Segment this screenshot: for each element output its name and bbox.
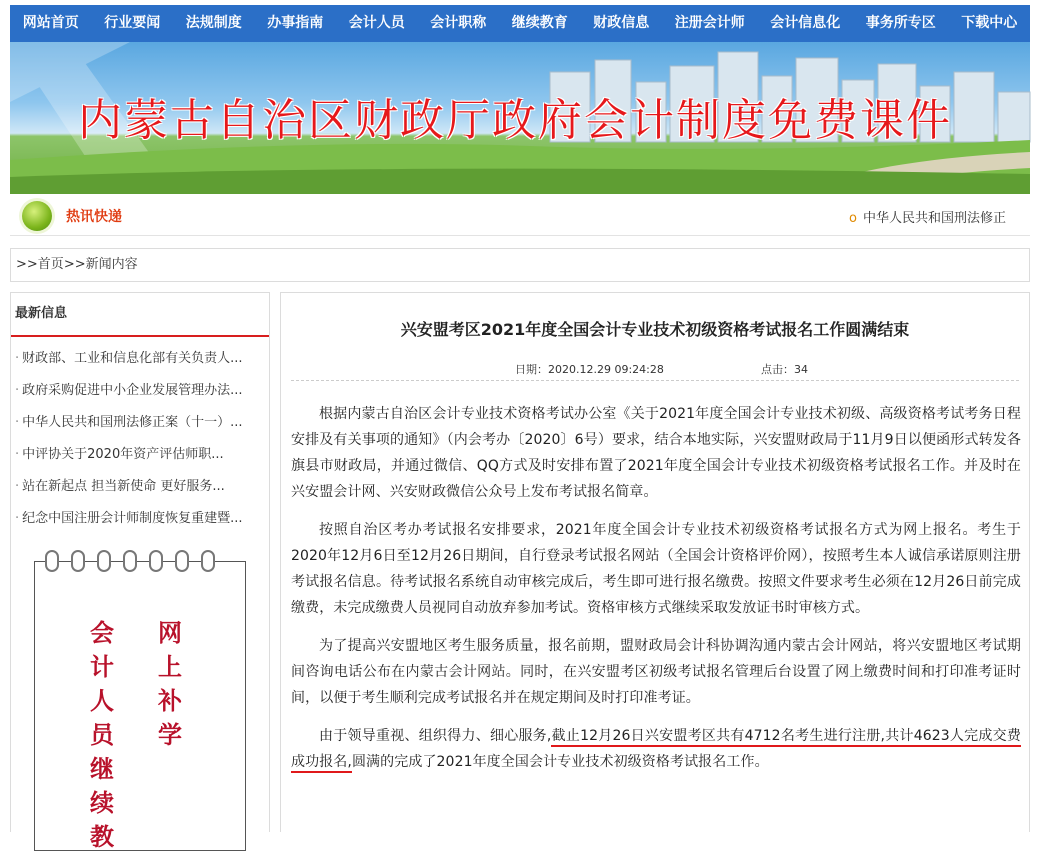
highlighted-statistic: 截止12月26日兴安盟考区共有4712名考生进行注册,共计4623人完成交费成功报名, — [291, 728, 1021, 773]
article-paragraph: 为了提高兴安盟地区考生服务质量，报名前期，盟财政局会计科协调沟通内蒙古会计网站，将兴安盟地区考试期间咨询电话公布在内蒙古会计网站。同时，在兴安盟考区初级考试报名管理后台设置了网上缴费时间和打印准考证时间，以便于考生顺利完成考试报名并在规定期间及时打印准考证。 — [291, 638, 1021, 706]
ring-icon — [201, 550, 215, 572]
nav-item-home[interactable]: 网站首页 — [22, 15, 79, 31]
ring-icon — [71, 550, 85, 572]
article-hits-label: 点击： — [761, 363, 794, 376]
nav-item-regulations[interactable]: 法规制度 — [185, 15, 242, 31]
bullet-icon: · — [15, 479, 20, 494]
sidebar-news-item[interactable] — [11, 375, 269, 407]
breadcrumb-current: 新闻内容 — [85, 257, 138, 272]
sidebar-news-item[interactable] — [11, 471, 269, 503]
nav-item-cpa[interactable]: 注册会计师 — [674, 15, 745, 31]
notebook-rings — [45, 550, 215, 572]
nav-item-guide[interactable]: 办事指南 — [267, 15, 324, 31]
promo-text-left: 会计人员继续教 — [90, 618, 114, 851]
breadcrumb-prefix: >> — [16, 257, 38, 272]
bullet-icon: · — [15, 383, 20, 398]
sidebar-latest-info — [10, 292, 270, 851]
nav-item-titles[interactable]: 会计职称 — [430, 15, 487, 31]
breadcrumb — [10, 248, 1030, 282]
article-meta — [291, 355, 1019, 381]
article-paragraph: 按照自治区考办考试报名安排要求，2021年度全国会计专业技术初级资格考试报名方式为网上报名。考生于2020年12月6日至12月26日期间，自行登录考试报名网站（全国会计资格评价网），按照考生本人诚信承诺原则注册考试报名信息。待考试报名系统自动审核完成后，考生即可进行报名缴费。按照文件要求考生必须在12月26日前完成缴费，未完成缴费人员视同自动放弃参加考试。资格审核方式继续采取发放证书时审核方式。 — [291, 522, 1021, 616]
nav-item-informatization[interactable]: 会计信息化 — [770, 15, 841, 31]
nav-item-finance-info[interactable]: 财政信息 — [593, 15, 650, 31]
article-body — [291, 401, 1021, 787]
hot-news-ticker-text[interactable]: 中华人民共和国刑法修正 — [862, 211, 1006, 226]
article-date-label: 日期： — [515, 363, 548, 376]
banner-title: 内蒙古自治区财政厅政府会计制度免费课件 — [78, 95, 952, 146]
breadcrumb-separator: >> — [63, 257, 86, 272]
top-navigation — [10, 5, 1030, 42]
sidebar-title: 最新信息 — [11, 293, 269, 337]
article-date — [515, 361, 664, 377]
nav-item-industry-news[interactable]: 行业要闻 — [104, 15, 161, 31]
bullet-icon: · — [15, 415, 20, 430]
sidebar-news-item[interactable] — [11, 343, 269, 375]
nav-item-accountants[interactable]: 会计人员 — [348, 15, 405, 31]
promo-banner-continuing-education[interactable] — [34, 561, 246, 851]
article-date-value: 2020.12.29 09:24:28 — [548, 363, 664, 376]
sidebar-news-item-text[interactable]: 纪念中国注册会计师制度恢复重建暨... — [22, 511, 243, 526]
article-text: 圆满的完成了2021年度全国会计专业技术初级资格考试报名工作。 — [351, 754, 769, 770]
article-hits — [761, 361, 808, 377]
promo-text-right: 网上补学 — [158, 618, 182, 749]
article-paragraph: 根据内蒙古自治区会计专业技术资格考试办公室《关于2021年度全国会计专业技术初级、高级资格考试考务日程安排及有关事项的通知》（内会考办〔2020〕6号）要求，结合本地实际，兴安盟财政局于11月9日以便函形式转发各旗县市财政局，并通过微信、QQ方式及时安排布置了2021年度全国会计专业技术初级资格考试报名工作。并及时在兴安盟会计网、兴安财政微信公众号上发布考试报名简章。 — [291, 406, 1021, 500]
article-title: 兴安盟考区2021年度全国会计专业技术初级资格考试报名工作圆满结束 — [400, 320, 910, 339]
sidebar-news-item-text[interactable]: 中评协关于2020年资产评估师职... — [22, 447, 224, 462]
hot-news-ticker[interactable] — [849, 207, 1006, 226]
green-ball-icon — [22, 201, 52, 231]
sidebar-news-item-text[interactable]: 财政部、工业和信息化部有关负责人... — [22, 351, 243, 366]
ring-icon — [175, 550, 189, 572]
hot-news-bar — [10, 196, 1030, 236]
ring-icon — [97, 550, 111, 572]
sidebar-news-item[interactable] — [11, 439, 269, 471]
article-hits-value: 34 — [794, 363, 808, 376]
bullet-icon: · — [15, 351, 20, 366]
hot-news-label: 热讯快递 — [66, 209, 122, 225]
sidebar-news-item-text[interactable]: 中华人民共和国刑法修正案（十一）... — [22, 415, 243, 430]
sidebar-news-item[interactable] — [11, 407, 269, 439]
nav-item-continuing-education[interactable]: 继续教育 — [511, 15, 568, 31]
sidebar-news-item[interactable] — [11, 503, 269, 535]
ring-icon — [123, 550, 137, 572]
sidebar-news-item-text[interactable]: 政府采购促进中小企业发展管理办法... — [22, 383, 243, 398]
bullet-icon: · — [15, 511, 20, 526]
nav-item-firms[interactable]: 事务所专区 — [865, 15, 936, 31]
header-banner — [10, 42, 1030, 194]
nav-item-downloads[interactable]: 下载中心 — [961, 15, 1018, 31]
sidebar-news-list — [11, 337, 269, 535]
article-text: 由于领导重视、组织得力、细心服务, — [319, 728, 552, 744]
breadcrumb-home-link[interactable]: 首页 — [37, 257, 64, 272]
article-panel — [280, 292, 1030, 832]
article-paragraph — [291, 723, 1021, 775]
ring-icon — [45, 550, 59, 572]
ring-icon — [149, 550, 163, 572]
bullet-icon: · — [15, 447, 20, 462]
sidebar-news-item-text[interactable]: 站在新起点 担当新使命 更好服务... — [22, 479, 225, 494]
bullet-icon: o — [849, 211, 857, 226]
